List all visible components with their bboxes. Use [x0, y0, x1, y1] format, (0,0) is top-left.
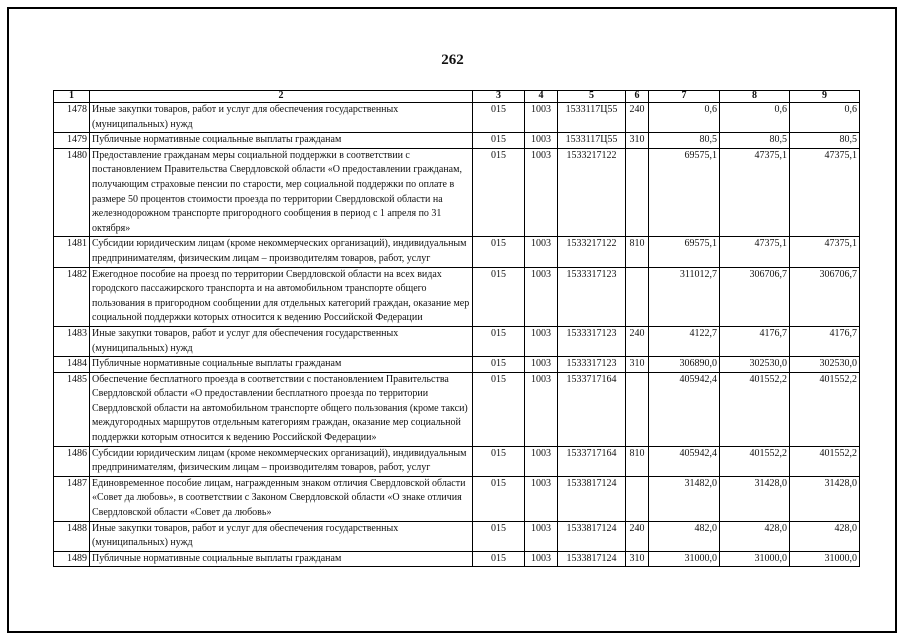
- row-number: 1489: [54, 551, 90, 567]
- table-row: [54, 237, 860, 267]
- cell-target: 1533217122: [558, 237, 626, 267]
- cell-target: 1533817124: [558, 551, 626, 567]
- cell-amount-7: 69575,1: [649, 237, 720, 267]
- cell-amount-7: 0,6: [649, 103, 720, 133]
- cell-amount-8: 31000,0: [720, 551, 790, 567]
- cell-expense-type: [626, 148, 649, 237]
- cell-amount-7: 311012,7: [649, 267, 720, 326]
- cell-amount-9: 0,6: [790, 103, 860, 133]
- header-cell: 8: [720, 91, 790, 103]
- cell-section: 1003: [525, 476, 558, 521]
- cell-amount-9: 47375,1: [790, 148, 860, 237]
- cell-target: 1533217122: [558, 148, 626, 237]
- header-cell: 4: [525, 91, 558, 103]
- row-name: Субсидии юридическим лицам (кроме некоммерческих организаций), индивидуальным предпринимателям, физическим лицам – производителям товаров, работ, услуг: [90, 446, 473, 476]
- cell-section: 1003: [525, 372, 558, 446]
- cell-amount-9: 4176,7: [790, 326, 860, 356]
- row-number: 1478: [54, 103, 90, 133]
- cell-amount-9: 31000,0: [790, 551, 860, 567]
- row-name: Иные закупки товаров, работ и услуг для обеспечения государственных (муниципальных) нужд: [90, 103, 473, 133]
- row-number: 1488: [54, 521, 90, 551]
- cell-section: 1003: [525, 267, 558, 326]
- cell-section: 1003: [525, 103, 558, 133]
- row-name: Иные закупки товаров, работ и услуг для обеспечения государственных (муниципальных) нужд: [90, 326, 473, 356]
- header-cell: 5: [558, 91, 626, 103]
- table-row: [54, 133, 860, 149]
- cell-section: 1003: [525, 357, 558, 373]
- cell-amount-7: 405942,4: [649, 446, 720, 476]
- row-name: Иные закупки товаров, работ и услуг для обеспечения государственных (муниципальных) нужд: [90, 521, 473, 551]
- table-row: [54, 446, 860, 476]
- cell-amount-7: 4122,7: [649, 326, 720, 356]
- row-name: Публичные нормативные социальные выплаты гражданам: [90, 357, 473, 373]
- cell-ministry: 015: [473, 148, 525, 237]
- header-cell: 1: [54, 91, 90, 103]
- budget-table: [53, 90, 860, 567]
- cell-target: 1533717164: [558, 372, 626, 446]
- cell-target: 1533117Ц55: [558, 103, 626, 133]
- cell-ministry: 015: [473, 357, 525, 373]
- row-name: Ежегодное пособие на проезд по территории Свердловской области на всех видах городского пассажирского транспорта и на автомобильном транспорте общего пользования в пригородном сообщении для отдельных категорий граждан, оказание мер социальной поддержки которых относится к ведению Российской Федерации: [90, 267, 473, 326]
- cell-ministry: 015: [473, 326, 525, 356]
- table-row: [54, 267, 860, 326]
- cell-target: 1533717164: [558, 446, 626, 476]
- cell-expense-type: 810: [626, 237, 649, 267]
- row-name: Публичные нормативные социальные выплаты гражданам: [90, 133, 473, 149]
- cell-amount-8: 428,0: [720, 521, 790, 551]
- cell-section: 1003: [525, 326, 558, 356]
- row-name: Единовременное пособие лицам, награжденным знаком отличия Свердловской области «Совет да любовь», в соответствии с Законом Свердловской области «О знаке отличия Свердловской области «Совет да любовь»: [90, 476, 473, 521]
- row-number: 1481: [54, 237, 90, 267]
- cell-amount-9: 302530,0: [790, 357, 860, 373]
- cell-section: 1003: [525, 133, 558, 149]
- cell-target: 1533317123: [558, 326, 626, 356]
- cell-ministry: 015: [473, 521, 525, 551]
- cell-target: 1533817124: [558, 476, 626, 521]
- cell-amount-7: 69575,1: [649, 148, 720, 237]
- cell-section: 1003: [525, 446, 558, 476]
- row-number: 1483: [54, 326, 90, 356]
- row-number: 1480: [54, 148, 90, 237]
- cell-expense-type: [626, 267, 649, 326]
- table-row: [54, 103, 860, 133]
- cell-expense-type: 240: [626, 103, 649, 133]
- cell-amount-8: 31428,0: [720, 476, 790, 521]
- table-row: [54, 551, 860, 567]
- cell-amount-7: 80,5: [649, 133, 720, 149]
- row-number: 1482: [54, 267, 90, 326]
- cell-expense-type: 240: [626, 326, 649, 356]
- cell-section: 1003: [525, 551, 558, 567]
- row-number: 1484: [54, 357, 90, 373]
- cell-amount-8: 401552,2: [720, 446, 790, 476]
- cell-amount-8: 80,5: [720, 133, 790, 149]
- cell-amount-9: 401552,2: [790, 372, 860, 446]
- table-row: [54, 357, 860, 373]
- cell-amount-7: 31482,0: [649, 476, 720, 521]
- cell-target: 1533317123: [558, 267, 626, 326]
- row-number: 1486: [54, 446, 90, 476]
- table-row: [54, 521, 860, 551]
- cell-amount-8: 4176,7: [720, 326, 790, 356]
- cell-amount-8: 401552,2: [720, 372, 790, 446]
- cell-amount-9: 306706,7: [790, 267, 860, 326]
- cell-amount-7: 31000,0: [649, 551, 720, 567]
- page-number: 262: [441, 52, 464, 68]
- cell-expense-type: [626, 476, 649, 521]
- cell-amount-8: 47375,1: [720, 148, 790, 237]
- row-name: Публичные нормативные социальные выплаты гражданам: [90, 551, 473, 567]
- cell-amount-8: 47375,1: [720, 237, 790, 267]
- cell-amount-8: 302530,0: [720, 357, 790, 373]
- cell-section: 1003: [525, 237, 558, 267]
- cell-expense-type: 310: [626, 551, 649, 567]
- row-name: Предоставление гражданам меры социальной поддержки в соответствии с постановлением Правительства Свердловской области «О предоставлении гражданам, получающим страховые пенсии по старости, мер социальной поддержки по оплате в размере 50 процентов стоимости проезда по территории Свердловской области на железнодорожном транспорте пригородного сообщения в период с 1 апреля по 31 октября»: [90, 148, 473, 237]
- row-number: 1479: [54, 133, 90, 149]
- header-cell: 7: [649, 91, 720, 103]
- header-cell: 3: [473, 91, 525, 103]
- cell-expense-type: 310: [626, 357, 649, 373]
- cell-amount-7: 306890,0: [649, 357, 720, 373]
- cell-amount-7: 482,0: [649, 521, 720, 551]
- header-row: [54, 91, 860, 103]
- header-cell: 2: [90, 91, 473, 103]
- cell-ministry: 015: [473, 267, 525, 326]
- table-row: [54, 148, 860, 237]
- cell-amount-9: 428,0: [790, 521, 860, 551]
- cell-ministry: 015: [473, 551, 525, 567]
- table-row: [54, 372, 860, 446]
- cell-target: 1533817124: [558, 521, 626, 551]
- cell-ministry: 015: [473, 133, 525, 149]
- cell-amount-9: 31428,0: [790, 476, 860, 521]
- cell-amount-9: 401552,2: [790, 446, 860, 476]
- cell-expense-type: 810: [626, 446, 649, 476]
- cell-amount-9: 80,5: [790, 133, 860, 149]
- cell-ministry: 015: [473, 103, 525, 133]
- cell-ministry: 015: [473, 237, 525, 267]
- cell-expense-type: 310: [626, 133, 649, 149]
- cell-section: 1003: [525, 521, 558, 551]
- cell-ministry: 015: [473, 476, 525, 521]
- cell-amount-7: 405942,4: [649, 372, 720, 446]
- cell-section: 1003: [525, 148, 558, 237]
- cell-expense-type: [626, 372, 649, 446]
- row-name: Обеспечение бесплатного проезда в соответствии с постановлением Правительства Свердловской области «О предоставлении бесплатного проезда по территории Свердловской области на автомобильном транспорте общего пользования (кроме такси) междугородных маршрутов отдельным категориям граждан, оказание мер социальной поддержки которым относится к ведению Российской Федерации»: [90, 372, 473, 446]
- row-name: Субсидии юридическим лицам (кроме некоммерческих организаций), индивидуальным предпринимателям, физическим лицам – производителям товаров, работ, услуг: [90, 237, 473, 267]
- cell-ministry: 015: [473, 446, 525, 476]
- cell-expense-type: 240: [626, 521, 649, 551]
- cell-target: 1533317123: [558, 357, 626, 373]
- cell-amount-8: 0,6: [720, 103, 790, 133]
- header-cell: 9: [790, 91, 860, 103]
- table-row: [54, 476, 860, 521]
- row-number: 1485: [54, 372, 90, 446]
- cell-amount-8: 306706,7: [720, 267, 790, 326]
- cell-target: 1533117Ц55: [558, 133, 626, 149]
- table-row: [54, 326, 860, 356]
- cell-ministry: 015: [473, 372, 525, 446]
- cell-amount-9: 47375,1: [790, 237, 860, 267]
- header-cell: 6: [626, 91, 649, 103]
- row-number: 1487: [54, 476, 90, 521]
